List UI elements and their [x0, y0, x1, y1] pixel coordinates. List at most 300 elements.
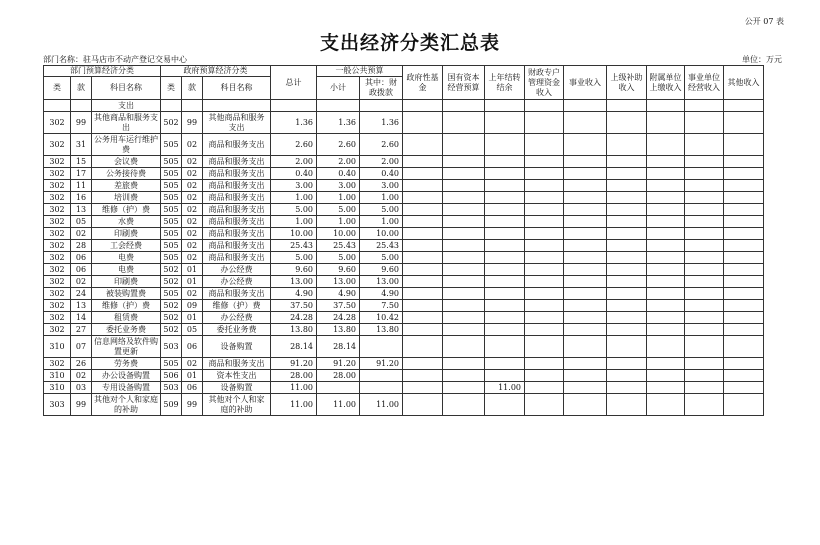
cell-kuan2: 06: [182, 382, 203, 394]
lei2-header: 类: [161, 77, 182, 100]
cell-lei2: 502: [161, 264, 182, 276]
cell-special-mgmt: [525, 300, 564, 312]
cell-kuan: 14: [71, 312, 92, 324]
cell-name: 工会经费: [92, 240, 161, 252]
cell-lei: 302: [44, 204, 71, 216]
cell-business-income: [564, 276, 607, 288]
cell-name: 其他商品和服务支出: [92, 112, 161, 134]
cell-total: 28.00: [271, 370, 317, 382]
table-row: [44, 394, 764, 416]
cell-affiliated-remit: [647, 382, 685, 394]
cell-business-income: [564, 264, 607, 276]
total-header: 总计: [271, 66, 317, 100]
cell-subtotal: 5.00: [317, 252, 360, 264]
cell-fiscal: 10.42: [360, 312, 403, 324]
cell-soe-capital: [443, 204, 485, 216]
cell-kuan: 02: [71, 370, 92, 382]
cell-lei2: 502: [161, 300, 182, 312]
cell-soe-capital: [443, 264, 485, 276]
cell-subtotal: 1.00: [317, 192, 360, 204]
cell-soe-capital: [443, 382, 485, 394]
cell-other-income: [724, 324, 764, 336]
cell-other-income: [724, 276, 764, 288]
cell-soe-capital: [443, 276, 485, 288]
cell-gov-fund: [403, 358, 443, 370]
cell-lei: 302: [44, 216, 71, 228]
cell-kuan: 26: [71, 358, 92, 370]
table-row: [44, 156, 764, 168]
cell-subtotal: 1.36: [317, 112, 360, 134]
cell-gov-fund: [403, 134, 443, 156]
carryover-header: 上年结转结余: [485, 66, 525, 100]
cell-subtotal: 25.43: [317, 240, 360, 252]
cell-total: 1.00: [271, 192, 317, 204]
cell-fiscal: 25.43: [360, 240, 403, 252]
cell-superior-subsidy: [607, 312, 647, 324]
table-row: [44, 288, 764, 300]
cell-affiliated-remit: [647, 168, 685, 180]
cell-kuan: 11: [71, 180, 92, 192]
cell-operating-income: [685, 312, 724, 324]
cell-special-mgmt: [525, 216, 564, 228]
cell-name: 专用设备购置: [92, 382, 161, 394]
cell-superior-subsidy: [607, 288, 647, 300]
cell-subtotal: 2.00: [317, 156, 360, 168]
cell-gov-fund: [403, 382, 443, 394]
lei-header: 类: [44, 77, 71, 100]
cell-subtotal: 11.00: [317, 394, 360, 416]
cell-other-income: [724, 240, 764, 252]
cell-gov-fund: [403, 300, 443, 312]
cell-total: 5.00: [271, 204, 317, 216]
cell-subtotal: 1.00: [317, 216, 360, 228]
cell-name: 电费: [92, 252, 161, 264]
cell-affiliated-remit: [647, 358, 685, 370]
cell-total: 0.40: [271, 168, 317, 180]
cell-name2: 设备购置: [203, 336, 271, 358]
header-row-1: [44, 66, 764, 77]
cell-gov-fund: [403, 394, 443, 416]
cell-kuan: 13: [71, 204, 92, 216]
cell-kuan: 05: [71, 216, 92, 228]
table-row: [44, 336, 764, 358]
cell-special-mgmt: [525, 204, 564, 216]
cell-superior-subsidy: [607, 228, 647, 240]
cell-operating-income: [685, 240, 724, 252]
cell-lei2: 505: [161, 228, 182, 240]
name-header: 科目名称: [92, 77, 161, 100]
cell-subtotal: 4.90: [317, 288, 360, 300]
cell-fiscal: 5.00: [360, 252, 403, 264]
cell-other-income: [724, 288, 764, 300]
table-row: [44, 276, 764, 288]
cell-carryover: [485, 112, 525, 134]
table-row: [44, 216, 764, 228]
cell-subtotal: 13.80: [317, 324, 360, 336]
cell-name: 水费: [92, 216, 161, 228]
cell-carryover: [485, 276, 525, 288]
cell-operating-income: [685, 394, 724, 416]
cell-superior-subsidy: [607, 324, 647, 336]
cell-carryover: [485, 288, 525, 300]
cell-subtotal: 24.28: [317, 312, 360, 324]
cell-lei: 310: [44, 382, 71, 394]
cell-other-income: [724, 156, 764, 168]
cell-special-mgmt: [525, 156, 564, 168]
cell-kuan2: 09: [182, 300, 203, 312]
soe-capital-header: 国有资本经营预算: [443, 66, 485, 100]
cell-fiscal: [360, 382, 403, 394]
cell-business-income: [564, 252, 607, 264]
cell-subtotal: 5.00: [317, 204, 360, 216]
cell-lei: 302: [44, 264, 71, 276]
cell-soe-capital: [443, 370, 485, 382]
cell-lei2: 505: [161, 252, 182, 264]
cell-kuan: 03: [71, 382, 92, 394]
cell-carryover: [485, 252, 525, 264]
cell-gov-fund: [403, 252, 443, 264]
cell-total: 91.20: [271, 358, 317, 370]
cell-lei: 302: [44, 300, 71, 312]
cell-soe-capital: [443, 358, 485, 370]
cell-other-income: [724, 312, 764, 324]
cell-superior-subsidy: [607, 156, 647, 168]
cell-soe-capital: [443, 300, 485, 312]
cell-subtotal: 2.60: [317, 134, 360, 156]
cell-total: 2.00: [271, 156, 317, 168]
cell-kuan: 13: [71, 300, 92, 312]
cell-kuan: 06: [71, 264, 92, 276]
cell-name: 租赁费: [92, 312, 161, 324]
cell-carryover: [485, 240, 525, 252]
cell-soe-capital: [443, 192, 485, 204]
cell-total: 9.60: [271, 264, 317, 276]
cell-operating-income: [685, 168, 724, 180]
cell-superior-subsidy: [607, 168, 647, 180]
cell-business-income: [564, 112, 607, 134]
cell-subtotal: 10.00: [317, 228, 360, 240]
cell-total: 13.00: [271, 276, 317, 288]
cell-special-mgmt: [525, 394, 564, 416]
operating-income-header: 事业单位经营收入: [685, 66, 724, 100]
cell-name2: 资本性支出: [203, 370, 271, 382]
cell-carryover: [485, 192, 525, 204]
cell-name2: 办公经费: [203, 264, 271, 276]
cell-business-income: [564, 336, 607, 358]
page-title: 支出经济分类汇总表: [319, 32, 500, 54]
cell-lei2: 505: [161, 134, 182, 156]
cell-lei2: 505: [161, 156, 182, 168]
cell-gov-fund: [403, 192, 443, 204]
table-row: [44, 168, 764, 180]
cell-name: 其他对个人和家庭的补助: [92, 394, 161, 416]
cell-superior-subsidy: [607, 370, 647, 382]
cell-gov-fund: [403, 312, 443, 324]
cell-lei2: 505: [161, 192, 182, 204]
cell-other-income: [724, 228, 764, 240]
cell-kuan2: 01: [182, 370, 203, 382]
cell-name2: 商品和服务支出: [203, 192, 271, 204]
cell-name2: 办公经费: [203, 312, 271, 324]
cell-total: 11.00: [271, 394, 317, 416]
cell-gov-fund: [403, 336, 443, 358]
cell-business-income: [564, 156, 607, 168]
cell-carryover: [485, 358, 525, 370]
cell-name2: 商品和服务支出: [203, 228, 271, 240]
cell-business-income: [564, 228, 607, 240]
cell-name: 信息网络及软件购置更新: [92, 336, 161, 358]
cell-operating-income: [685, 382, 724, 394]
cell-total: 28.14: [271, 336, 317, 358]
cell-name: 电费: [92, 264, 161, 276]
cell-total: 24.28: [271, 312, 317, 324]
cell-name2: 商品和服务支出: [203, 240, 271, 252]
cell-lei: 302: [44, 240, 71, 252]
cell-lei2: 505: [161, 180, 182, 192]
dept-group-header: 部门预算经济分类: [44, 66, 161, 77]
cell-soe-capital: [443, 228, 485, 240]
cell-carryover: [485, 264, 525, 276]
cell-special-mgmt: [525, 288, 564, 300]
cell-total: 2.60: [271, 134, 317, 156]
sub-header-row: [44, 100, 764, 112]
cell-subtotal: 28.00: [317, 370, 360, 382]
cell-lei2: 505: [161, 240, 182, 252]
cell-kuan2: 02: [182, 358, 203, 370]
cell-kuan: 07: [71, 336, 92, 358]
table-row: [44, 204, 764, 216]
cell-kuan2: 01: [182, 312, 203, 324]
cell-soe-capital: [443, 394, 485, 416]
cell-carryover: [485, 134, 525, 156]
cell-lei: 302: [44, 312, 71, 324]
cell-affiliated-remit: [647, 370, 685, 382]
cell-kuan2: 02: [182, 216, 203, 228]
cell-fiscal: 10.00: [360, 228, 403, 240]
cell-carryover: [485, 228, 525, 240]
cell-name2: 商品和服务支出: [203, 252, 271, 264]
cell-kuan: 31: [71, 134, 92, 156]
cell-operating-income: [685, 264, 724, 276]
table-row: [44, 264, 764, 276]
cell-soe-capital: [443, 168, 485, 180]
cell-operating-income: [685, 358, 724, 370]
cell-superior-subsidy: [607, 264, 647, 276]
cell-lei2: 502: [161, 312, 182, 324]
cell-special-mgmt: [525, 336, 564, 358]
cell-carryover: [485, 204, 525, 216]
cell-superior-subsidy: [607, 252, 647, 264]
table-row: [44, 300, 764, 312]
cell-fiscal: 2.60: [360, 134, 403, 156]
cell-kuan: 99: [71, 112, 92, 134]
cell-kuan2: 01: [182, 264, 203, 276]
cell-operating-income: [685, 216, 724, 228]
cell-carryover: [485, 216, 525, 228]
cell-subtotal: [317, 382, 360, 394]
cell-affiliated-remit: [647, 228, 685, 240]
cell-fiscal: 11.00: [360, 394, 403, 416]
cell-fiscal: [360, 370, 403, 382]
superior-subsidy-header: 上级补助收入: [607, 66, 647, 100]
cell-kuan: 28: [71, 240, 92, 252]
cell-operating-income: [685, 276, 724, 288]
cell-gov-fund: [403, 180, 443, 192]
cell-kuan2: 99: [182, 394, 203, 416]
cell-lei2: 505: [161, 168, 182, 180]
cell-kuan: 27: [71, 324, 92, 336]
cell-lei2: 503: [161, 336, 182, 358]
cell-business-income: [564, 324, 607, 336]
cell-subtotal: 13.00: [317, 276, 360, 288]
cell-lei: 302: [44, 228, 71, 240]
cell-other-income: [724, 134, 764, 156]
cell-special-mgmt: [525, 240, 564, 252]
cell-kuan2: 01: [182, 276, 203, 288]
cell-lei: 302: [44, 112, 71, 134]
cell-operating-income: [685, 288, 724, 300]
cell-business-income: [564, 204, 607, 216]
business-income-header: 事业收入: [564, 66, 607, 100]
cell-gov-fund: [403, 216, 443, 228]
cell-name2: 商品和服务支出: [203, 156, 271, 168]
cell-fiscal: 1.00: [360, 216, 403, 228]
cell-carryover: [485, 312, 525, 324]
cell-other-income: [724, 180, 764, 192]
cell-operating-income: [685, 180, 724, 192]
cell-soe-capital: [443, 312, 485, 324]
cell-lei2: 506: [161, 370, 182, 382]
cell-kuan: 99: [71, 394, 92, 416]
cell-affiliated-remit: [647, 216, 685, 228]
cell-gov-fund: [403, 288, 443, 300]
cell-superior-subsidy: [607, 112, 647, 134]
kuan2-header: 款: [182, 77, 203, 100]
cell-other-income: [724, 394, 764, 416]
cell-operating-income: [685, 252, 724, 264]
cell-lei2: 502: [161, 276, 182, 288]
cell-kuan: 02: [71, 228, 92, 240]
cell-name2: 商品和服务支出: [203, 216, 271, 228]
cell-lei: 302: [44, 134, 71, 156]
cell-lei: 310: [44, 370, 71, 382]
cell-lei: 302: [44, 276, 71, 288]
cell-carryover: [485, 168, 525, 180]
cell-name2: 设备购置: [203, 382, 271, 394]
cell-soe-capital: [443, 336, 485, 358]
cell-kuan2: 99: [182, 112, 203, 134]
cell-operating-income: [685, 324, 724, 336]
cell-operating-income: [685, 336, 724, 358]
table-row: [44, 180, 764, 192]
cell-total: 1.00: [271, 216, 317, 228]
cell-name: 会议费: [92, 156, 161, 168]
cell-kuan2: 02: [182, 180, 203, 192]
cell-gov-fund: [403, 370, 443, 382]
cell-affiliated-remit: [647, 394, 685, 416]
cell-total: 11.00: [271, 382, 317, 394]
expenditure-table: [43, 65, 764, 416]
cell-operating-income: [685, 156, 724, 168]
cell-kuan2: 02: [182, 252, 203, 264]
cell-special-mgmt: [525, 382, 564, 394]
cell-soe-capital: [443, 324, 485, 336]
gov-group-header: 政府预算经济分类: [161, 66, 271, 77]
cell-fiscal: 7.50: [360, 300, 403, 312]
cell-carryover: [485, 394, 525, 416]
cell-soe-capital: [443, 252, 485, 264]
cell-soe-capital: [443, 156, 485, 168]
cell-affiliated-remit: [647, 180, 685, 192]
cell-kuan2: 02: [182, 240, 203, 252]
cell-lei2: 505: [161, 288, 182, 300]
cell-other-income: [724, 204, 764, 216]
cell-special-mgmt: [525, 112, 564, 134]
cell-fiscal: 4.90: [360, 288, 403, 300]
cell-soe-capital: [443, 288, 485, 300]
cell-subtotal: 0.40: [317, 168, 360, 180]
cell-lei2: 502: [161, 324, 182, 336]
cell-business-income: [564, 288, 607, 300]
cell-operating-income: [685, 370, 724, 382]
cell-other-income: [724, 112, 764, 134]
cell-affiliated-remit: [647, 204, 685, 216]
cell-soe-capital: [443, 180, 485, 192]
table-row: [44, 112, 764, 134]
cell-total: 3.00: [271, 180, 317, 192]
cell-name: 被装购置费: [92, 288, 161, 300]
cell-name: 维修（护）费: [92, 300, 161, 312]
cell-other-income: [724, 370, 764, 382]
cell-lei: 302: [44, 156, 71, 168]
cell-name2: 商品和服务支出: [203, 204, 271, 216]
cell-superior-subsidy: [607, 300, 647, 312]
department-name: 部门名称：驻马店市不动产登记交易中心: [43, 55, 187, 64]
cell-soe-capital: [443, 216, 485, 228]
cell-business-income: [564, 134, 607, 156]
cell-lei: 302: [44, 358, 71, 370]
cell-total: 10.00: [271, 228, 317, 240]
cell-total: 13.80: [271, 324, 317, 336]
cell-kuan2: 02: [182, 288, 203, 300]
cell-superior-subsidy: [607, 358, 647, 370]
general-budget-header: 一般公共预算: [317, 66, 403, 77]
cell-affiliated-remit: [647, 192, 685, 204]
cell-kuan: 15: [71, 156, 92, 168]
cell-operating-income: [685, 204, 724, 216]
cell-name2: 其他商品和服务支出: [203, 112, 271, 134]
cell-subtotal: 3.00: [317, 180, 360, 192]
cell-gov-fund: [403, 156, 443, 168]
cell-other-income: [724, 252, 764, 264]
cell-operating-income: [685, 134, 724, 156]
cell-soe-capital: [443, 112, 485, 134]
cell-superior-subsidy: [607, 204, 647, 216]
cell-affiliated-remit: [647, 276, 685, 288]
cell-special-mgmt: [525, 370, 564, 382]
cell-subtotal: 91.20: [317, 358, 360, 370]
form-number: 公开 07 表: [744, 17, 784, 26]
cell-business-income: [564, 358, 607, 370]
cell-name: 劳务费: [92, 358, 161, 370]
cell-gov-fund: [403, 112, 443, 134]
cell-gov-fund: [403, 204, 443, 216]
cell-name: 维修（护）费: [92, 204, 161, 216]
cell-special-mgmt: [525, 324, 564, 336]
cell-lei2: 502: [161, 112, 182, 134]
cell-name: 印刷费: [92, 276, 161, 288]
cell-name2: 其他对个人和家庭的补助: [203, 394, 271, 416]
